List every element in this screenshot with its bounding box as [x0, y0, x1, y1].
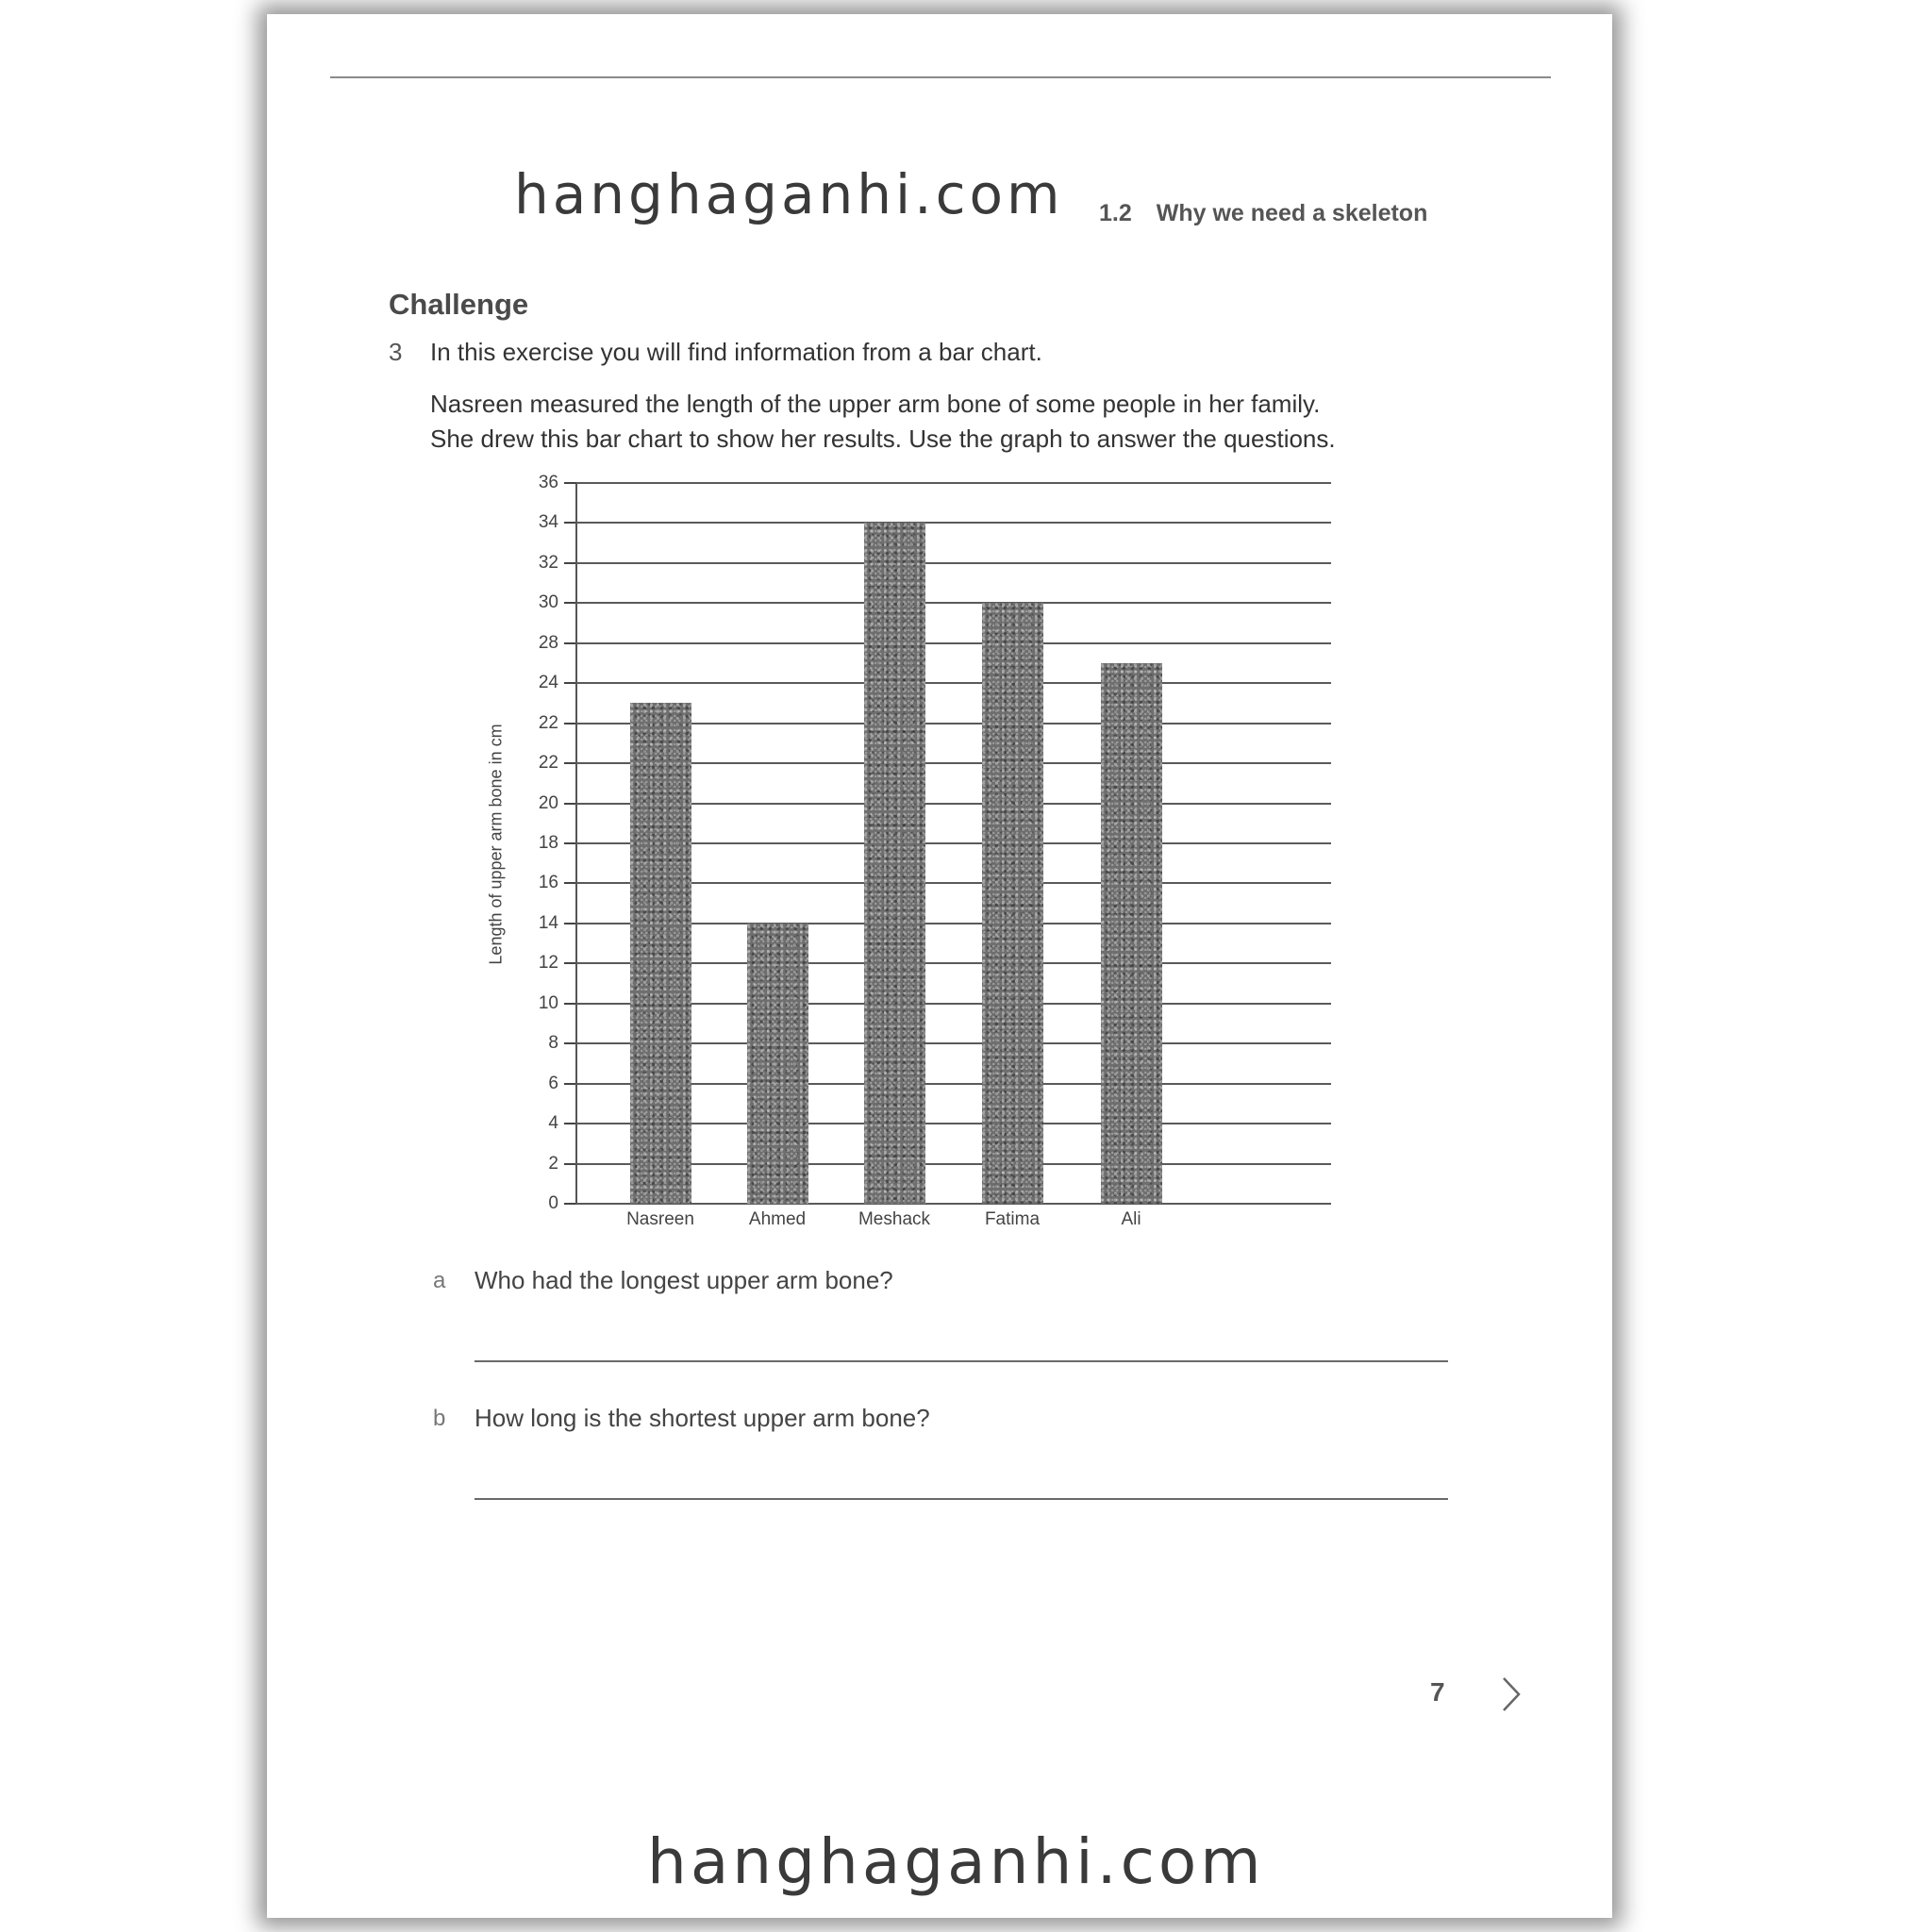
bar-meshack: [864, 523, 925, 1204]
y-tick-label: 2: [548, 1153, 558, 1174]
question-a-letter: a: [433, 1268, 446, 1293]
grid-line: [576, 602, 1331, 604]
y-tick-label: 16: [538, 873, 558, 893]
bar-ahmed: [747, 924, 808, 1204]
grid-line: [576, 562, 1331, 564]
y-tick-label: 24: [538, 673, 558, 693]
chevron-right-icon[interactable]: [1500, 1675, 1523, 1713]
y-tick-label: 10: [538, 992, 558, 1013]
grid-line: [576, 482, 1331, 484]
page-number: 7: [1430, 1677, 1445, 1707]
y-axis-title: Length of upper arm bone in cm: [486, 724, 506, 965]
y-tick-label: 14: [538, 912, 558, 933]
bar-fatima: [982, 603, 1043, 1204]
question-b-letter: b: [433, 1406, 446, 1431]
challenge-heading: Challenge: [389, 288, 529, 321]
grid-line: [576, 682, 1331, 684]
question-number: 3: [389, 338, 403, 366]
header-rule: [330, 76, 1551, 78]
y-tick-label: 4: [548, 1113, 558, 1134]
y-tick-label: 20: [538, 792, 558, 813]
y-axis-line: [575, 483, 577, 1205]
y-tick-label: 36: [538, 473, 558, 492]
watermark-top: hanghaganhi.com: [514, 162, 1064, 226]
y-tick-label: 22: [538, 712, 558, 733]
y-tick-label: 22: [538, 753, 558, 774]
y-tick-label: 34: [538, 512, 558, 533]
answer-line-b[interactable]: [475, 1498, 1448, 1500]
question-paragraph: [430, 387, 1336, 457]
y-tick-label: 32: [538, 552, 558, 573]
question-intro: In this exercise you will find information from a bar chart.: [430, 338, 1042, 366]
question-b-text: How long is the shortest upper arm bone?: [475, 1404, 930, 1432]
x-tick-label: Ahmed: [748, 1209, 807, 1229]
section-title: Why we need a skeleton: [1156, 200, 1428, 226]
y-tick-label: 18: [538, 833, 558, 853]
grid-line: [576, 522, 1331, 524]
x-tick-label: Ali: [1121, 1209, 1141, 1229]
question-a-text: Who had the longest upper arm bone?: [475, 1266, 893, 1294]
paragraph-line-2: She drew this bar chart to show her results. Use the graph to answer the questions.: [430, 425, 1336, 453]
paragraph-line-1: Nasreen measured the length of the upper arm bone of some people in her family.: [430, 390, 1321, 418]
bar-ali: [1101, 663, 1162, 1204]
y-tick-label: 28: [538, 632, 558, 653]
y-tick-label: 6: [548, 1073, 558, 1093]
section-header: [1099, 200, 1427, 227]
y-tick-label: 30: [538, 592, 558, 613]
y-tick-label: 8: [548, 1033, 558, 1054]
x-tick-label: Fatima: [984, 1209, 1041, 1229]
x-tick-label: Meshack: [858, 1209, 931, 1229]
section-number: 1.2: [1099, 200, 1132, 226]
y-tick-label: 12: [538, 953, 558, 974]
bar-nasreen: [630, 703, 691, 1204]
grid-line: [576, 642, 1331, 644]
answer-line-a[interactable]: [475, 1360, 1448, 1362]
watermark-bottom: hanghaganhi.com: [647, 1825, 1265, 1898]
y-tick-label: 0: [548, 1193, 558, 1213]
x-tick-label: Nasreen: [626, 1209, 694, 1229]
